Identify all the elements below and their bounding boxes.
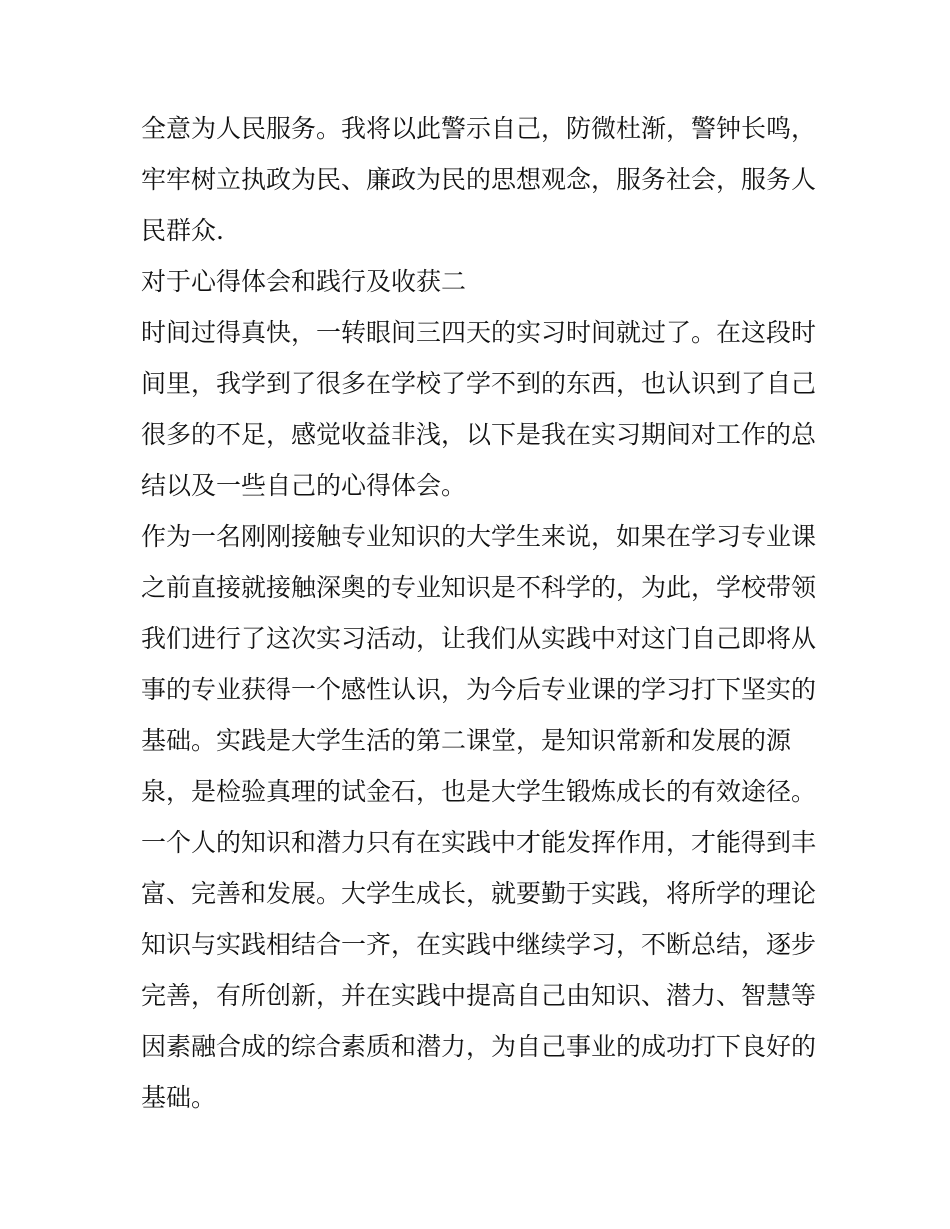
text-line: 我们进行了这次实习活动，让我们从实践中对这门自己即将从: [141, 624, 817, 653]
text-line: 很多的不足，感觉收益非浅，以下是我在实习期间对工作的总: [141, 420, 817, 449]
text-line: 民群众.: [141, 216, 224, 245]
text-line: 基础。: [141, 1083, 217, 1112]
text-line: 事的专业获得一个感性认识，为今后专业课的学习打下坚实的: [141, 675, 817, 704]
text-line: 牢牢树立执政为民、廉政为民的思想观念，服务社会，服务人: [141, 165, 817, 194]
text-line: 知识与实践相结合一齐，在实践中继续学习，不断总结，逐步: [141, 930, 817, 959]
text-line: 结以及一些自己的心得体会。: [141, 471, 467, 500]
text-line: 全意为人民服务。我将以此警示自己，防微杜渐，警钟长鸣，: [141, 114, 817, 143]
text-line: 之前直接就接触深奥的专业知识是不科学的，为此，学校带领: [141, 573, 817, 602]
section-heading: 对于心得体会和践行及收获二: [141, 267, 467, 296]
text-line: 作为一名刚刚接触专业知识的大学生来说，如果在学习专业课: [141, 522, 817, 551]
text-line: 因素融合成的综合素质和潜力，为自己事业的成功打下良好的: [141, 1032, 817, 1061]
text-line: 时间过得真快，一转眼间三四天的实习时间就过了。在这段时: [141, 318, 817, 347]
text-line: 一个人的知识和潜力只有在实践中才能发挥作用，才能得到丰: [141, 828, 817, 857]
text-line: 间里，我学到了很多在学校了学不到的东西，也认识到了自己: [141, 369, 817, 398]
text-line: 完善，有所创新，并在实践中提高自己由知识、潜力、智慧等: [141, 981, 817, 1010]
text-line: 基础。实践是大学生活的第二课堂，是知识常新和发展的源: [141, 726, 792, 755]
text-line: 富、完善和发展。大学生成长，就要勤于实践，将所学的理论: [141, 879, 817, 908]
text-line: 泉，是检验真理的试金石，也是大学生锻炼成长的有效途径。: [141, 777, 817, 806]
